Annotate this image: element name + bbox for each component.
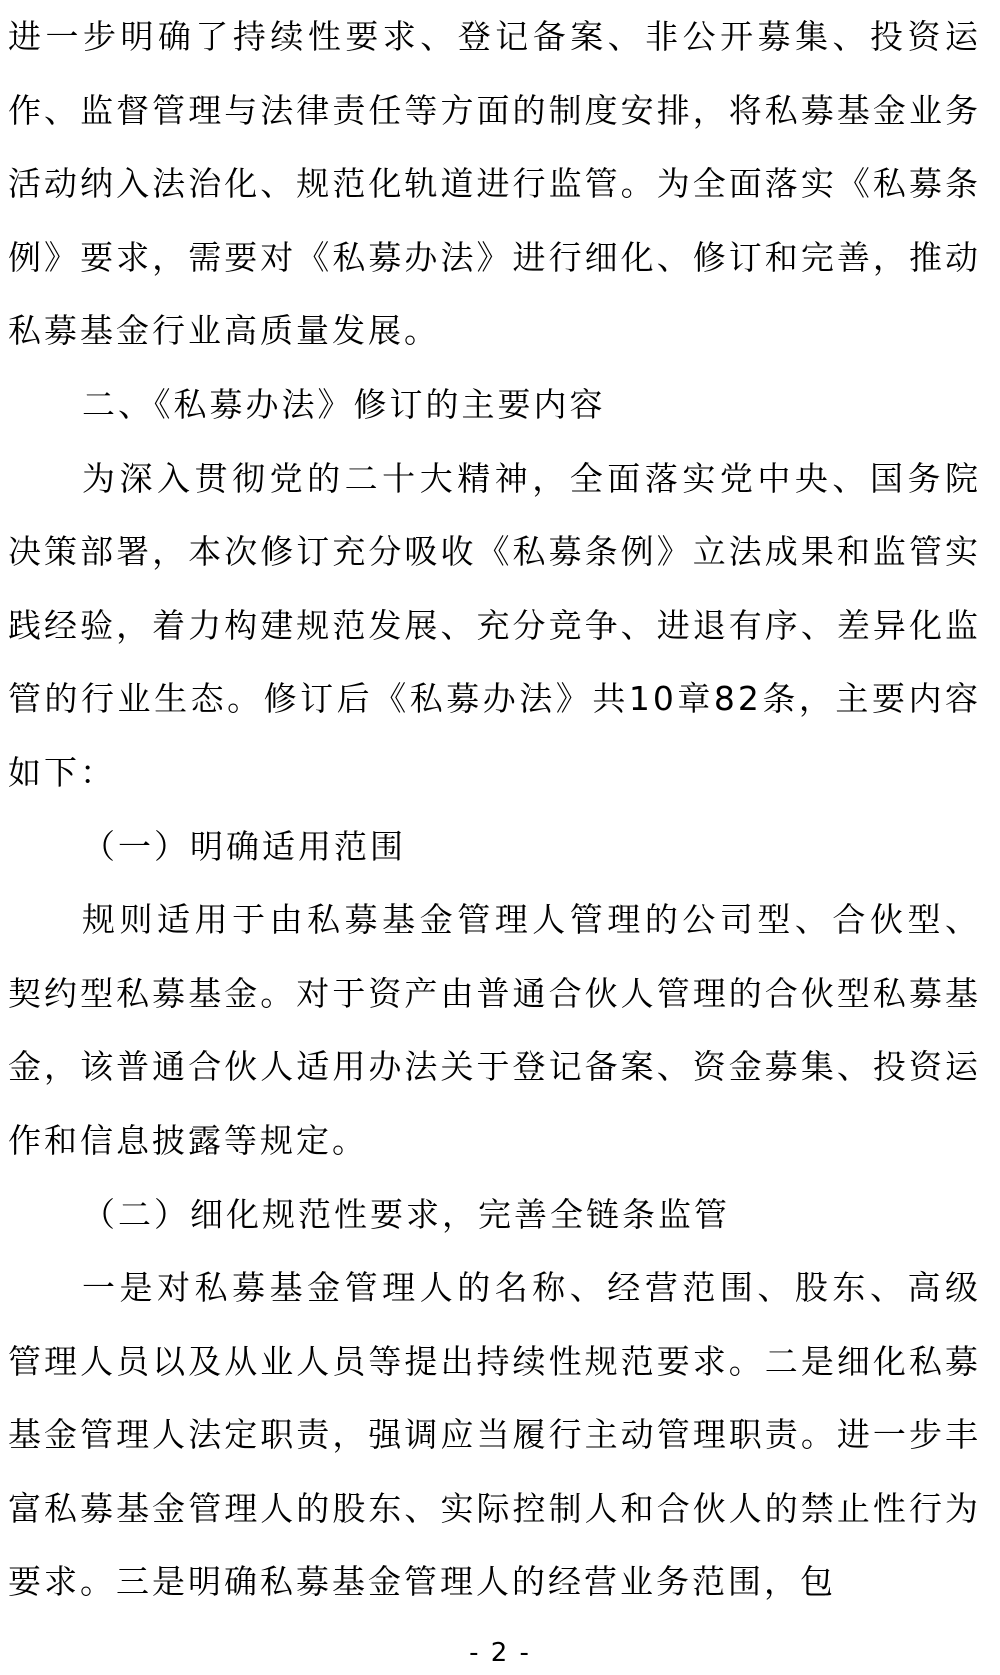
paragraph-3: 为深入贯彻党的二十大精神，全面落实党中央、国务院决策部署，本次修订充分吸收《私募条例》立法成果和监管实践经验，着力构建规范发展、充分竞争、进退有序、差异化监管的行业生态。修订后《私募办法》共10章82条，主要内容如下：	[8, 458, 981, 792]
document-body	[8, 0, 981, 1619]
section-heading-2: 二、《私募办法》修订的主要内容	[82, 384, 606, 424]
subsection-heading-1: （一）明确适用范围	[82, 826, 406, 866]
subsection-heading-2: （二）细化规范性要求，完善全链条监管	[82, 1194, 730, 1234]
paragraph-7: 一是对私募基金管理人的名称、经营范围、股东、高级管理人员以及从业人员等提出持续性规范要求。二是细化私募基金管理人法定职责，强调应当履行主动管理职责。进一步丰富私募基金管理人的股东、实际控制人和合伙人的禁止性行为要求。三是明确私募基金管理人的经营业务范围，包	[8, 1268, 981, 1602]
paragraph-5: 规则适用于由私募基金管理人管理的公司型、合伙型、契约型私募基金。对于资产由普通合伙人管理的合伙型私募基金，该普通合伙人适用办法关于登记备案、资金募集、投资运作和信息披露等规定。	[8, 900, 981, 1160]
paragraph-1: 进一步明确了持续性要求、登记备案、非公开募集、投资运作、监督管理与法律责任等方面的制度安排，将私募基金业务活动纳入法治化、规范化轨道进行监管。为全面落实《私募条例》要求，需要对《私募办法》进行细化、修订和完善，推动私募基金行业高质量发展。	[8, 17, 981, 351]
page-number: - 2 -	[469, 1638, 531, 1668]
